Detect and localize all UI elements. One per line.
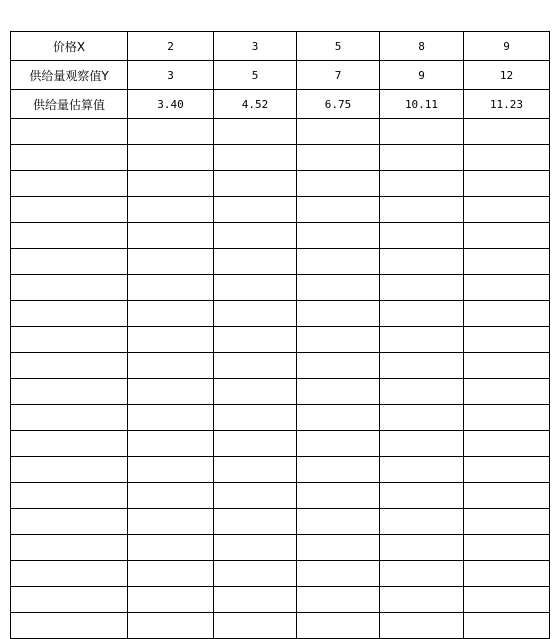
row-label: 供给量估算值 (11, 90, 128, 119)
table-cell: 7 (297, 61, 380, 90)
empty-cell (128, 223, 214, 249)
table-cell: 5 (214, 61, 297, 90)
empty-cell (214, 561, 297, 587)
empty-cell (128, 483, 214, 509)
empty-cell (297, 379, 380, 405)
empty-cell (214, 171, 297, 197)
empty-cell (214, 587, 297, 613)
empty-cell (464, 457, 550, 483)
empty-cell (464, 509, 550, 535)
empty-cell (464, 483, 550, 509)
empty-cell (214, 197, 297, 223)
empty-cell (128, 301, 214, 327)
table-row-estimated (11, 90, 550, 119)
empty-cell (380, 509, 464, 535)
empty-cell (380, 431, 464, 457)
empty-cell (214, 431, 297, 457)
data-table (10, 31, 550, 639)
table-row-empty (11, 535, 550, 561)
empty-cell (380, 301, 464, 327)
empty-cell (214, 249, 297, 275)
empty-cell (128, 405, 214, 431)
empty-cell (464, 327, 550, 353)
empty-cell (214, 119, 297, 145)
empty-cell (297, 145, 380, 171)
table-cell: 2 (128, 32, 214, 61)
empty-cell (128, 587, 214, 613)
empty-cell (297, 119, 380, 145)
empty-cell (128, 275, 214, 301)
empty-cell (11, 535, 128, 561)
table-cell: 11.23 (464, 90, 550, 119)
empty-cell (128, 457, 214, 483)
empty-cell (380, 353, 464, 379)
empty-cell (297, 301, 380, 327)
empty-cell (11, 561, 128, 587)
empty-cell (464, 431, 550, 457)
empty-cell (11, 457, 128, 483)
table-row-empty (11, 561, 550, 587)
empty-cell (380, 119, 464, 145)
empty-cell (11, 145, 128, 171)
empty-cell (297, 223, 380, 249)
empty-cell (464, 301, 550, 327)
empty-cell (11, 327, 128, 353)
empty-cell (128, 145, 214, 171)
empty-cell (297, 353, 380, 379)
empty-cell (128, 197, 214, 223)
table-row-empty (11, 353, 550, 379)
empty-cell (380, 535, 464, 561)
table-row-empty (11, 405, 550, 431)
empty-cell (464, 119, 550, 145)
empty-cell (214, 379, 297, 405)
table-row-empty (11, 509, 550, 535)
empty-cell (128, 431, 214, 457)
empty-cell (11, 405, 128, 431)
empty-cell (380, 223, 464, 249)
empty-cell (11, 301, 128, 327)
empty-cell (11, 223, 128, 249)
empty-cell (464, 561, 550, 587)
empty-cell (297, 171, 380, 197)
table-cell: 9 (464, 32, 550, 61)
empty-cell (464, 535, 550, 561)
empty-cell (297, 587, 380, 613)
empty-cell (297, 431, 380, 457)
empty-cell (11, 171, 128, 197)
empty-cell (128, 119, 214, 145)
empty-cell (297, 275, 380, 301)
table-row-observed (11, 61, 550, 90)
empty-cell (11, 353, 128, 379)
empty-cell (297, 405, 380, 431)
empty-cell (11, 197, 128, 223)
table-cell: 6.75 (297, 90, 380, 119)
table-row-empty (11, 145, 550, 171)
table-row-empty (11, 275, 550, 301)
empty-cell (214, 145, 297, 171)
empty-cell (297, 249, 380, 275)
table-row-empty (11, 431, 550, 457)
empty-cell (11, 275, 128, 301)
empty-cell (11, 249, 128, 275)
empty-cell (380, 483, 464, 509)
table-cell: 3.40 (128, 90, 214, 119)
empty-cell (214, 353, 297, 379)
empty-cell (128, 379, 214, 405)
empty-cell (214, 301, 297, 327)
table-cell: 3 (128, 61, 214, 90)
table-row-empty (11, 483, 550, 509)
table-cell: 12 (464, 61, 550, 90)
table-row-empty (11, 171, 550, 197)
empty-cell (464, 223, 550, 249)
empty-cell (464, 145, 550, 171)
table-cell: 5 (297, 32, 380, 61)
row-label: 价格X (11, 32, 128, 61)
empty-cell (297, 509, 380, 535)
empty-cell (380, 249, 464, 275)
empty-cell (464, 587, 550, 613)
empty-cell (380, 171, 464, 197)
empty-cell (297, 561, 380, 587)
empty-cell (297, 327, 380, 353)
table-row-empty (11, 327, 550, 353)
empty-cell (214, 223, 297, 249)
empty-cell (380, 275, 464, 301)
empty-cell (214, 483, 297, 509)
empty-cell (297, 483, 380, 509)
empty-cell (380, 587, 464, 613)
empty-cell (380, 145, 464, 171)
empty-cell (297, 535, 380, 561)
table-cell: 10.11 (380, 90, 464, 119)
table-body (11, 32, 550, 639)
empty-cell (128, 249, 214, 275)
table-row-empty (11, 587, 550, 613)
empty-cell (128, 509, 214, 535)
empty-cell (380, 561, 464, 587)
row-label: 供给量观察值Y (11, 61, 128, 90)
empty-cell (11, 587, 128, 613)
empty-cell (464, 353, 550, 379)
empty-cell (11, 509, 128, 535)
empty-cell (297, 197, 380, 223)
empty-cell (128, 561, 214, 587)
empty-cell (128, 353, 214, 379)
table-row-price (11, 32, 550, 61)
empty-cell (464, 405, 550, 431)
empty-cell (380, 327, 464, 353)
empty-cell (128, 171, 214, 197)
empty-cell (464, 197, 550, 223)
table-row-empty (11, 457, 550, 483)
empty-cell (214, 509, 297, 535)
table-cell: 3 (214, 32, 297, 61)
table-row-empty (11, 379, 550, 405)
empty-cell (128, 327, 214, 353)
table-cell: 9 (380, 61, 464, 90)
empty-cell (128, 535, 214, 561)
empty-cell (214, 535, 297, 561)
empty-cell (214, 327, 297, 353)
empty-cell (214, 405, 297, 431)
empty-cell (11, 379, 128, 405)
empty-cell (464, 379, 550, 405)
table-cell: 8 (380, 32, 464, 61)
empty-cell (380, 457, 464, 483)
empty-cell (464, 249, 550, 275)
empty-cell (11, 483, 128, 509)
empty-cell (214, 275, 297, 301)
table-row-empty (11, 249, 550, 275)
empty-cell (297, 457, 380, 483)
table-row-empty (11, 197, 550, 223)
table-cell: 4.52 (214, 90, 297, 119)
empty-cell (464, 171, 550, 197)
empty-cell (214, 457, 297, 483)
table-row-empty (11, 223, 550, 249)
table-row-empty (11, 301, 550, 327)
empty-cell (11, 119, 128, 145)
empty-cell (380, 405, 464, 431)
empty-cell (380, 379, 464, 405)
table-row-empty (11, 119, 550, 145)
empty-cell (11, 431, 128, 457)
empty-cell (464, 275, 550, 301)
empty-cell (380, 197, 464, 223)
